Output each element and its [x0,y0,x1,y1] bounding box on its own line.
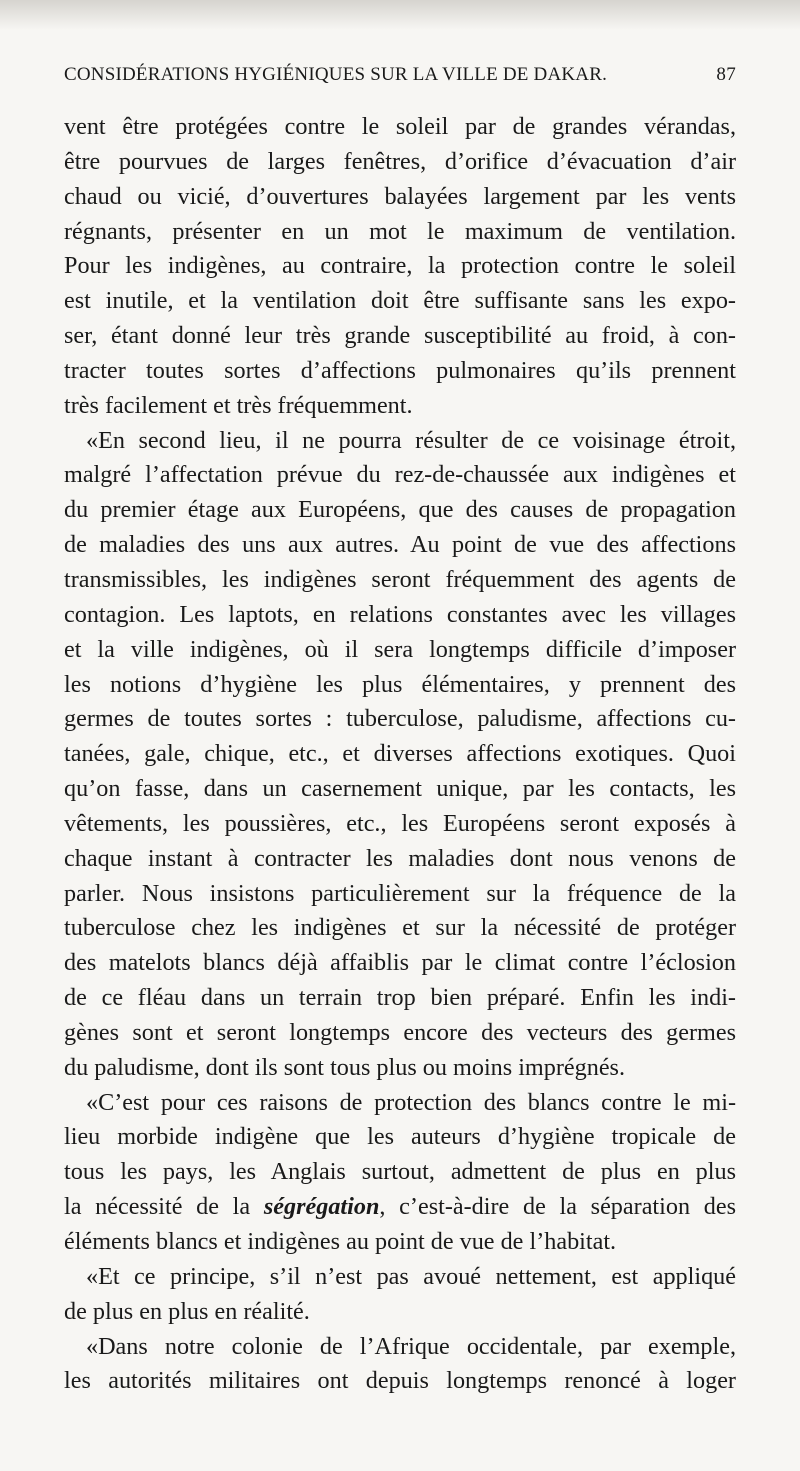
text-line [64,668,736,703]
text-line [64,284,736,319]
text-line-content: être pourvues de larges fenêtres, d’orifice d’évacuation d’air [64,147,736,175]
text-line [64,1120,736,1155]
text-line-content: contagion. Les laptots, en relations constantes avec les villages [64,600,736,628]
text-line [64,319,736,354]
text-line-content: la nécessité de la [64,1193,264,1221]
text-line-content: chaud ou vicié, d’ouvertures balayées largement par les vents [64,182,736,210]
text-line [64,1016,736,1051]
text-line-content: germes de toutes sortes : tuberculose, paludisme, affections cu- [64,705,736,733]
running-head-title: CONSIDÉRATIONS HYGIÉNIQUES SUR LA VILLE DE DAKAR. [64,64,608,85]
text-line [64,737,736,772]
text-line-content: «C’est pour ces raisons de protection des blancs contre le mi- [86,1088,736,1116]
text-line [64,1225,736,1260]
text-line-content: des matelots blancs déjà affaiblis par le climat contre l’éclosion [64,949,736,977]
text-line [64,772,736,807]
text-line-content: lieu morbide indigène que les auteurs d’hygiène tropicale de [64,1123,736,1151]
text-line [64,702,736,737]
text-line-content: vêtements, les poussières, etc., les Européens seront exposés à [64,809,736,837]
text-line [64,354,736,389]
text-line [64,911,736,946]
text-line [64,1051,736,1086]
text-line-content: est inutile, et la ventilation doit être suffisante sans les expo- [64,287,736,315]
text-line [64,1260,736,1295]
text-line-content: chaque instant à contracter les maladies dont nous venons de [64,844,736,872]
text-line [64,389,736,424]
text-line-content: tracter toutes sortes d’affections pulmonaires qu’ils prennent [64,356,736,384]
text-line-content: régnants, présenter en un mot le maximum de ventilation. [64,217,736,245]
text-line-content: vent être protégées contre le soleil par de grandes vérandas, [64,113,736,140]
text-line [64,1330,736,1365]
text-line [64,981,736,1016]
running-head [64,64,736,86]
text-line-content: éléments blancs et indigènes au point de vue de l’habitat. [64,1228,617,1255]
text-line [64,458,736,493]
text-line [64,249,736,284]
text-line [64,946,736,981]
text-line [64,215,736,250]
text-line [64,1190,736,1225]
text-line [64,145,736,180]
scan-edge-shadow [0,0,800,30]
text-line [64,1364,736,1399]
text-line [64,877,736,912]
text-line-continuation: , c’est-à-dire de la séparation des [379,1193,736,1221]
text-line-content: très facilement et très fréquemment. [64,391,413,419]
text-line-content: «Dans notre colonie de l’Afrique occidentale, par exemple, [86,1332,736,1360]
emphasized-term: ségrégation [263,1193,380,1221]
text-line [64,110,736,145]
text-line [64,180,736,215]
body-text [64,110,736,1399]
page-number: 87 [716,64,736,85]
text-line-content: du premier étage aux Européens, que des causes de propagation [64,496,736,524]
text-line [64,1086,736,1121]
text-line-content: de maladies des uns aux autres. Au point de vue des affections [64,531,736,559]
text-line [64,424,736,459]
text-line-content: les notions d’hygiène les plus élémentaires, y prennent des [64,670,736,698]
text-line-content: tous les pays, les Anglais surtout, admettent de plus en plus [64,1158,736,1186]
text-line-content: de ce fléau dans un terrain trop bien préparé. Enfin les indi- [64,984,736,1012]
text-line [64,563,736,598]
text-line [64,807,736,842]
text-line [64,1295,736,1330]
text-line-content: «En second lieu, il ne pourra résulter de ce voisinage étroit, [86,426,736,454]
text-line-content: ser, étant donné leur très grande susceptibilité au froid, à con- [64,322,736,350]
text-line [64,598,736,633]
text-line-content: Pour les indigènes, au contraire, la protection contre le soleil [64,252,736,280]
text-line-content: du paludisme, dont ils sont tous plus ou moins imprégnés. [64,1053,626,1081]
text-line-content: «Et ce principe, s’il n’est pas avoué nettement, est appliqué [86,1262,736,1290]
text-line [64,528,736,563]
text-line-content: de plus en plus en réalité. [64,1297,310,1325]
text-line [64,842,736,877]
text-line-content: gènes sont et seront longtemps encore des vecteurs des germes [64,1018,736,1046]
text-line-content: les autorités militaires ont depuis longtemps renoncé à loger [64,1367,736,1395]
text-line [64,493,736,528]
text-line [64,1155,736,1190]
text-line-content: parler. Nous insistons particulièrement sur la fréquence de la [64,879,736,907]
text-line-content: et la ville indigènes, où il sera longtemps difficile d’imposer [64,635,736,663]
text-line-content: tuberculose chez les indigènes et sur la nécessité de protéger [64,914,736,942]
text-line-content: transmissibles, les indigènes seront fréquemment des agents de [64,565,736,593]
text-line-content: qu’on fasse, dans un casernement unique, par les contacts, les [64,775,736,803]
text-line-content: malgré l’affectation prévue du rez-de-chaussée aux indigènes et [64,461,736,489]
text-line-content: tanées, gale, chique, etc., et diverses affections exotiques. Quoi [64,740,736,768]
text-line [64,633,736,668]
